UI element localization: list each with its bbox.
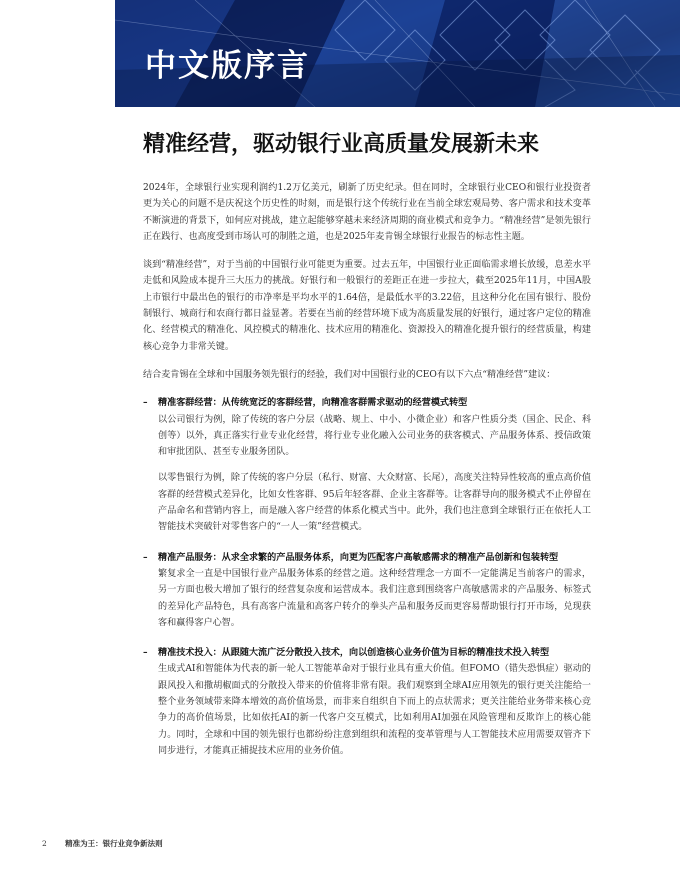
intro-paragraph: 2024年，全球银行业实现利润约1.2万亿美元，刷新了历史纪录。但在同时，全球银行业CEO和银行业投资者更为关心的问题不是庆祝这个历史性的时刻，而是银行这个传统行业在当前全球宏观局势、客户需求和技术变革不断演进的背景下，如何应对挑战，建立起能够穿越未来经济周期的商业模式和竞争力。“精准经营”是领先银行正在践行、也高度受到市场认可的制胜之道，也是2025年麦肯锡全球银行业报告的标志性主题。	[143, 183, 591, 242]
dash-bullet: –	[143, 647, 148, 659]
banner-title: 中文版序言	[145, 48, 310, 84]
page-number: 2	[42, 839, 47, 848]
publication-title: 精准为王：银行业竞争新法则	[65, 839, 163, 848]
recommendation-title: 精准技术投入：从跟随大流广泛分散投入技术，向以创造核心业务价值为目标的精准技术投入转型	[158, 647, 550, 659]
recommendation-title: 精准产品服务：从求全求繁的产品服务体系，向更为匹配客户高敏感需求的精准产品创新和包装转型	[158, 551, 559, 563]
recommendation-text: 繁复求全一直是中国银行业产品服务体系的经营之道。这种经营理念一方面不一定能满足当前客户的需求，另一方面也极大增加了银行的经营复杂度和运营成本。我们注意到围绕客户高敏感需求的产品服务、标签式的差异化产品特色，具有高客户流量和高客户转介的拳头产品和服务反而更容易帮助银行打开市场，兑现获客和赢得客户心智。	[158, 568, 591, 628]
header-banner	[115, 0, 680, 107]
recommendation-text: 生成式AI和智能体为代表的新一轮人工智能革命对于银行业具有重大价值。但FOMO（错失恐惧症）驱动的跟风投入和撒胡椒面式的分散投入带来的价值将非常有限。我们观察到全球AI应用领先的银行更关注能给一整个业务领域带来降本增效的高价值场景，而非来自组织自下而上的点状需求；更关注能给业务带来核心竞争力的高价值场景，比如依托AI的新一代客户交互模式，比如利用AI加强在风险管理和反欺诈上的核心能力。同时，全球和中国的领先银行也都纷纷注意到组织和流程的变革管理与人工智能技术应用需要双管齐下同步进行，才能真正捕捉技术应用的业务价值。	[158, 664, 591, 756]
advice-intro-paragraph: 结合麦肯锡在全球和中国服务领先银行的经验，我们对中国银行业的CEO有以下六点“精准经营”建议：	[143, 369, 556, 380]
recommendation-product	[143, 550, 591, 631]
recommendation-technology	[143, 645, 591, 759]
page-headline: 精准经营，驱动银行业高质量发展新未来	[143, 131, 540, 157]
recommendation-customer	[143, 395, 591, 535]
dash-bullet: –	[143, 551, 148, 563]
recommendation-text: 以公司银行为例，除了传统的客户分层（战略、规上、中小、小微企业）和客户性质分类（国企、民企、科创等）以外，真正落实行业专业化经营，将行业专业化融入公司业务的获客模式、产品服务体系、授信政策和审批团队、甚至专业服务团队。	[158, 414, 591, 458]
recommendation-text: 以零售银行为例，除了传统的客户分层（私行、财富、大众财富、长尾），高度关注特异性较高的重点高价值客群的经营模式差异化，比如女性客群、95后年轻客群、企业主客群等。让客群导向的服务模式不止停留在产品命名和营销内容上，而是融入客户经营的体系化模式当中。此外，我们也注意到全球银行正在依托人工智能技术突破针对零售客户的“一人一策”经营模式。	[158, 473, 591, 533]
page-footer	[42, 838, 163, 849]
article-body	[143, 180, 591, 773]
dash-bullet: –	[143, 397, 148, 409]
recommendation-title: 精准客群经营：从传统宽泛的客群经营，向精准客群需求驱动的经营模式转型	[158, 397, 468, 409]
context-paragraph: 谈到“精准经营”，对于当前的中国银行业可能更为重要。过去五年，中国银行业正面临需求增长放缓，息差水平走低和风险成本提升三大压力的挑战。好银行和一般银行的差距正在进一步拉大，截至2025年11月，中国A股上市银行中最出色的银行的市净率是平均水平的1.64倍，是最低水平的3.22倍，且这种分化在国有银行、股份制银行、城商行和农商行都日益显著。若要在当前的经营环境下成为高质量发展的好银行，通过客户定位的精准化、经营模式的精准化、风控模式的精准化、技术应用的精准化、资源投入的精准化提升银行的经营质量，构建核心竞争力非常关键。	[143, 260, 591, 352]
